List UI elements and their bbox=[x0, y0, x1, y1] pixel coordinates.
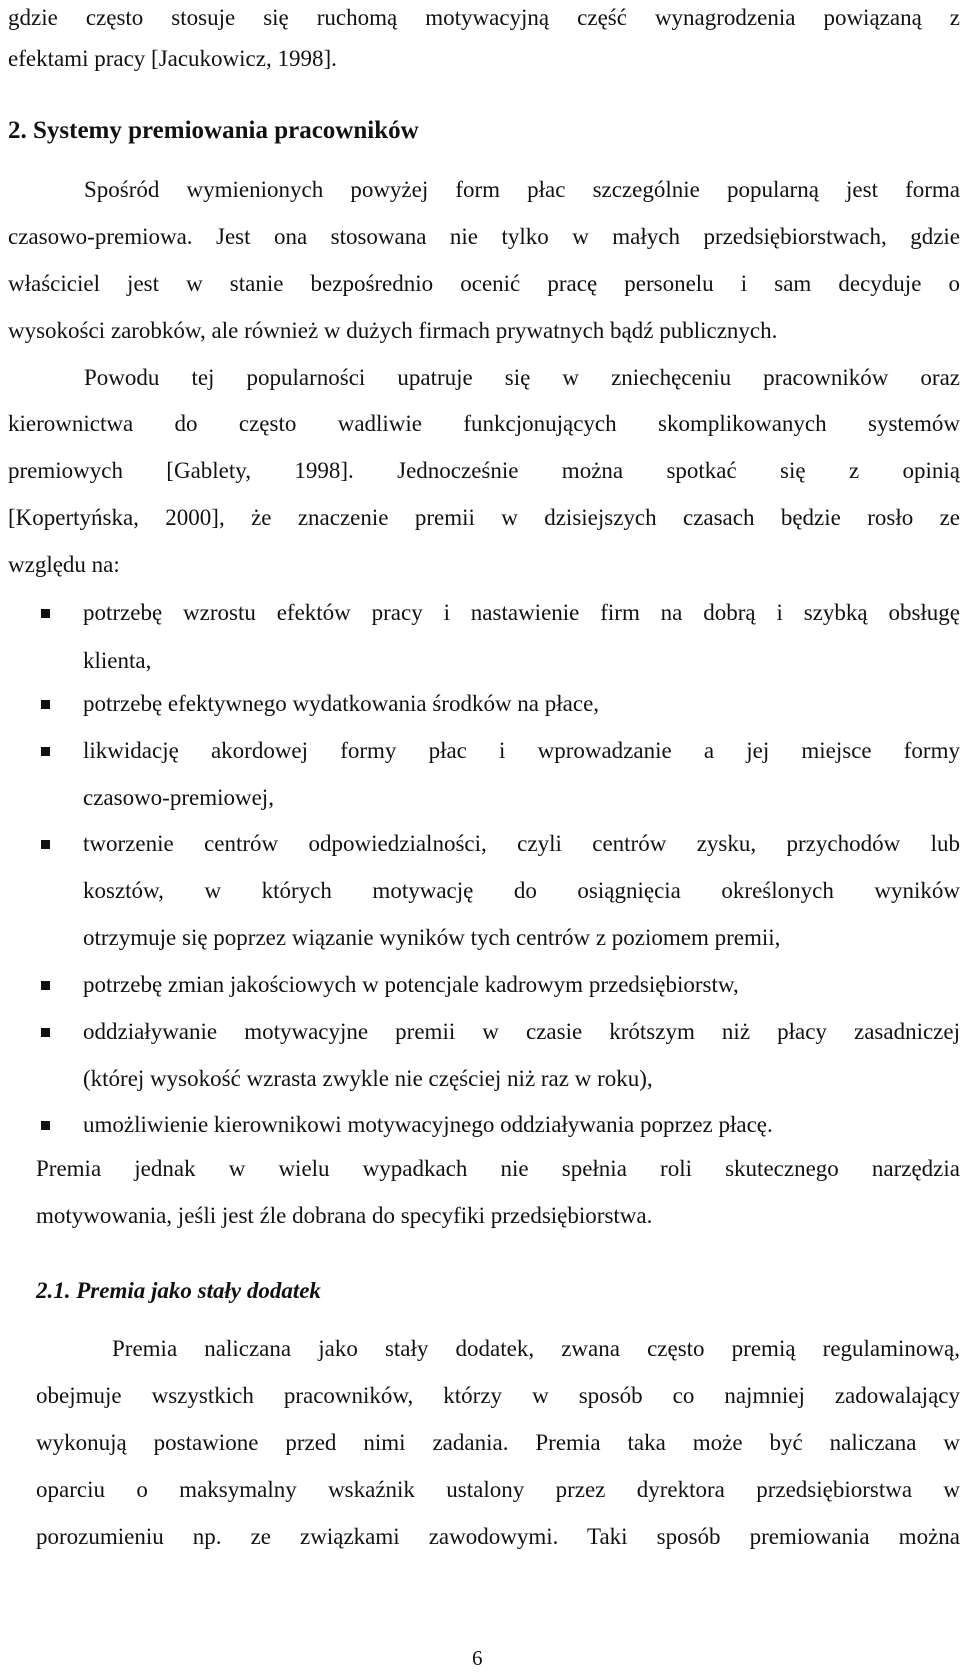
list-item: oddziaływanie motywacyjne premii w czasie krótszym niż płacy zasadniczej bbox=[83, 1019, 960, 1044]
bullet-marker bbox=[41, 609, 50, 618]
paragraph-line: Spośród wymienionych powyżej form płac szczególnie popularną jest forma bbox=[84, 177, 960, 202]
list-item-continuation: (której wysokość wzrasta zwykle nie częściej niż raz w roku), bbox=[83, 1066, 653, 1091]
bullet-marker bbox=[41, 1028, 50, 1037]
paragraph-line: obejmuje wszystkich pracowników, którzy w sposób co najmniej zadowalający bbox=[36, 1383, 960, 1408]
list-item-continuation: klienta, bbox=[83, 648, 152, 673]
page-number: 6 bbox=[472, 1646, 483, 1670]
paragraph-line: efektami pracy [Jacukowicz, 1998]. bbox=[8, 46, 337, 71]
bullet-marker bbox=[41, 747, 50, 756]
list-item: potrzebę zmian jakościowych w potencjale kadrowym przedsiębiorstw, bbox=[83, 972, 739, 997]
bullet-marker bbox=[41, 840, 50, 849]
list-item: tworzenie centrów odpowiedzialności, czyli centrów zysku, przychodów lub bbox=[83, 831, 960, 856]
list-item-continuation: kosztów, w których motywację do osiągnięcia określonych wyników bbox=[83, 878, 960, 903]
paragraph-line: właściciel jest w stanie bezpośrednio ocenić pracę personelu i sam decyduje o bbox=[8, 271, 960, 296]
paragraph-line: Powodu tej popularności upatruje się w zniechęceniu pracowników oraz bbox=[84, 365, 960, 390]
paragraph-line: premiowych [Gablety, 1998]. Jednocześnie można spotkać się z opinią bbox=[8, 458, 960, 483]
list-item: potrzebę efektywnego wydatkowania środków na płace, bbox=[83, 691, 600, 716]
list-item: potrzebę wzrostu efektów pracy i nastawienie firm na dobrą i szybką obsługę bbox=[83, 600, 960, 625]
paragraph-line: wysokości zarobków, ale również w dużych firmach prywatnych bądź publicznych. bbox=[8, 318, 778, 343]
paragraph-line: Premia naliczana jako stały dodatek, zwana często premią regulaminową, bbox=[112, 1336, 960, 1361]
paragraph-line: względu na: bbox=[8, 552, 120, 577]
paragraph-line: gdzie często stosuje się ruchomą motywacyjną część wynagrodzenia powiązaną z bbox=[8, 5, 960, 30]
list-item: likwidację akordowej formy płac i wprowadzanie a jej miejsce formy bbox=[83, 738, 960, 763]
bullet-marker bbox=[41, 700, 50, 709]
bullet-marker bbox=[41, 1121, 50, 1130]
paragraph-line: motywowania, jeśli jest źle dobrana do specyfiki przedsiębiorstwa. bbox=[36, 1203, 653, 1228]
section-heading: 2. Systemy premiowania pracowników bbox=[8, 117, 419, 144]
subsection-heading: 2.1. Premia jako stały dodatek bbox=[36, 1278, 321, 1303]
list-item: umożliwienie kierownikowi motywacyjnego oddziaływania poprzez płacę. bbox=[83, 1112, 773, 1137]
paragraph-line: kierownictwa do często wadliwie funkcjonujących skomplikowanych systemów bbox=[8, 411, 960, 436]
paragraph-line: Premia jednak w wielu wypadkach nie spełnia roli skutecznego narzędzia bbox=[36, 1156, 960, 1181]
list-item-continuation: czasowo-premiowej, bbox=[83, 785, 274, 810]
paragraph-line: porozumieniu np. ze związkami zawodowymi. Taki sposób premiowania można bbox=[36, 1524, 960, 1549]
bullet-marker bbox=[41, 981, 50, 990]
paragraph-line: [Kopertyńska, 2000], że znaczenie premii w dzisiejszych czasach będzie rosło ze bbox=[8, 505, 960, 530]
list-item-continuation: otrzymuje się poprzez wiązanie wyników tych centrów z poziomem premii, bbox=[83, 925, 781, 950]
paragraph-line: wykonują postawione przed nimi zadania. Premia taka może być naliczana w bbox=[36, 1430, 960, 1455]
paragraph-line: oparciu o maksymalny wskaźnik ustalony przez dyrektora przedsiębiorstwa w bbox=[36, 1477, 960, 1502]
paragraph-line: czasowo-premiowa. Jest ona stosowana nie tylko w małych przedsiębiorstwach, gdzie bbox=[8, 224, 960, 249]
